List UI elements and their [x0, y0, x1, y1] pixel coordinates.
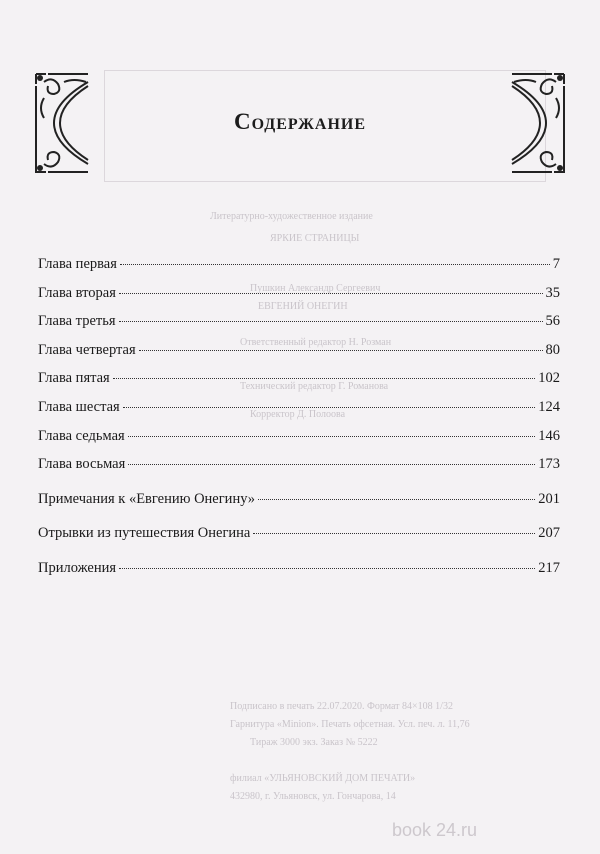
- toc-entry-page: 35: [545, 284, 560, 301]
- toc-entry-title: Глава третья: [38, 313, 116, 330]
- toc-entry[interactable]: [38, 456, 560, 485]
- toc-entry[interactable]: [38, 285, 560, 314]
- toc-leader-dots: [113, 378, 536, 379]
- toc-leader-dots: [123, 407, 536, 408]
- toc-entry[interactable]: [38, 491, 560, 520]
- toc-entry[interactable]: [38, 313, 560, 342]
- toc-leader-dots: [119, 321, 543, 322]
- bleed-through-text: Ответственный редактор Н. Розман: [240, 337, 392, 348]
- bleed-through-text: Технический редактор Г. Романова: [240, 381, 389, 392]
- toc-leader-dots: [253, 533, 535, 534]
- toc-leader-dots: [128, 464, 535, 465]
- bleed-through-text: Литературно-художественное издание: [210, 211, 373, 222]
- toc-entry-title: Приложения: [38, 559, 117, 576]
- toc-entry-title: Глава седьмая: [38, 427, 125, 444]
- toc-entry-page: 207: [538, 525, 560, 542]
- toc-entry-title: Глава вторая: [38, 284, 116, 301]
- bleed-through-text: Корректор Д. Полоова: [250, 409, 346, 420]
- toc-entry[interactable]: [38, 256, 560, 285]
- toc-entry-page: 7: [552, 256, 560, 272]
- toc-entry-page: 173: [538, 456, 560, 473]
- bleed-through-text: 432980, г. Ульяновск, ул. Гончарова, 14: [230, 791, 396, 802]
- right-ornament-icon: [508, 68, 570, 178]
- page-title: Содержание: [233, 109, 367, 134]
- toc-leader-dots: [120, 264, 550, 265]
- toc-entry-page: 201: [538, 490, 560, 507]
- table-of-contents: [38, 256, 560, 589]
- toc-leader-dots: [139, 350, 543, 351]
- toc-entry[interactable]: [38, 370, 560, 399]
- bleed-through-text: ЯРКИЕ СТРАНИЦЫ: [270, 233, 360, 244]
- toc-entry-title: Глава четвертая: [38, 341, 136, 358]
- toc-entry-page: 56: [545, 313, 560, 330]
- toc-entry-title: Примечания к «Евгению Онегину»: [38, 490, 256, 507]
- toc-entry-title: Глава пятая: [38, 370, 110, 387]
- toc-entry-title: Глава восьмая: [38, 456, 126, 473]
- toc-entry-title: Отрывки из путешествия Онегина: [38, 525, 251, 542]
- toc-entry[interactable]: [38, 342, 560, 371]
- toc-entry[interactable]: [38, 399, 560, 428]
- toc-entry-page: 217: [538, 559, 560, 576]
- toc-entry-page: 80: [545, 341, 560, 358]
- toc-entry-page: 124: [538, 398, 560, 415]
- bleed-through-text: ЕВГЕНИЙ ОНЕГИН: [258, 301, 348, 312]
- toc-entry-title: Глава шестая: [38, 398, 120, 415]
- bleed-through-text: Пушкин Александр Сергеевич: [250, 283, 381, 294]
- toc-leader-dots: [119, 293, 543, 294]
- toc-leader-dots: [258, 499, 535, 500]
- toc-entry-page: 146: [538, 427, 560, 444]
- toc-leader-dots: [128, 436, 536, 437]
- bleed-through-text: Подписано в печать 22.07.2020. Формат 84×108 1/32: [230, 701, 453, 712]
- bleed-through-text: Гарнитура «Minion». Печать офсетная. Усл. печ. л. 11,76: [230, 719, 470, 730]
- bleed-through-watermark: book 24.ru: [392, 820, 478, 840]
- toc-entry[interactable]: [38, 428, 560, 457]
- bleed-through-text: филиал «УЛЬЯНОВСКИЙ ДОМ ПЕЧАТИ»: [230, 773, 416, 784]
- header-ornament: [30, 68, 570, 178]
- bleed-through-text: Тираж 3000 экз. Заказ № 5222: [250, 737, 378, 748]
- toc-leader-dots: [119, 568, 535, 569]
- toc-entry[interactable]: [38, 560, 560, 589]
- toc-entry-page: 102: [538, 370, 560, 387]
- toc-entry[interactable]: [38, 525, 560, 554]
- toc-entry-title: Глава первая: [38, 256, 117, 272]
